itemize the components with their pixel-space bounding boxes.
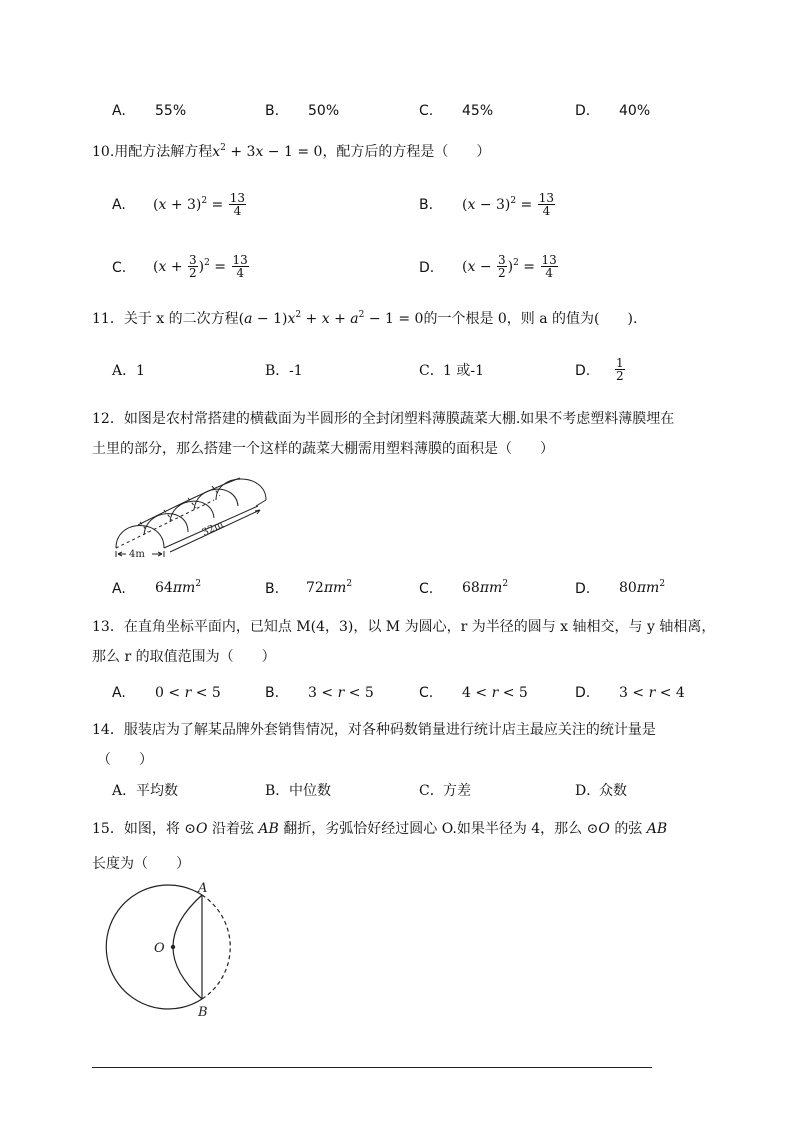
q9-option-b-label: B. [265, 103, 280, 119]
q14-option-a-label: A． [112, 783, 137, 799]
q13-b-hi: 5 [364, 685, 374, 701]
greenhouse-length-label: 32m [200, 519, 226, 539]
q10-option-d-label: D. [419, 260, 435, 276]
q12-a-coef: 64 [155, 580, 173, 596]
q15-p2: 沿着弦 [211, 821, 254, 837]
q13-option-d-label: D. [575, 685, 591, 701]
greenhouse-figure [108, 470, 273, 562]
q14-option-d-value: 众数 [599, 783, 627, 799]
q12-option-a-value: $64\pi m^2$ [155, 579, 202, 596]
q10-stem [92, 145, 490, 159]
q10-b-den: 4 [542, 204, 551, 218]
q13-option-a-label: A. [112, 685, 126, 701]
point-a-label: A [198, 881, 208, 896]
q13-option-d-value: 3 < r < 4 [619, 685, 685, 701]
q14-option-b-value: 中位数 [289, 783, 331, 799]
q15-stem-line1 [92, 822, 667, 836]
q10-stem-after: ，配方后的方程是（ ） [322, 144, 491, 160]
q14-option-a-value: 平均数 [136, 783, 178, 799]
center-point-o [171, 945, 175, 949]
q11-option-c-value: 1 或-1 [443, 363, 484, 379]
q11-d-num: 1 [616, 356, 624, 370]
q15-p3: 翻折，劣弧恰好经过圆心 O.如果半径为 4，那么 [283, 821, 583, 837]
q13-stem-line2: 那么 r 的取值范围为（ ） [92, 649, 276, 665]
q10-option-b-label: B. [419, 197, 434, 213]
q12-stem-line2: 土里的部分，那么搭建一个这样的蔬菜大棚需用塑料薄膜的面积是（ ） [92, 441, 554, 457]
q12-c-coef: 68 [462, 580, 480, 596]
q14-number: 14． [92, 722, 124, 738]
q15-circle-symbol-2: ⊙ [586, 821, 599, 837]
q11-d-den: 2 [616, 369, 624, 383]
q13-line1-text: 在直角坐标平面内，已知点 M(4，3)，以 M 为圆心，r 为半径的圆与 x 轴相交，与 y 轴相离， [123, 619, 716, 635]
q15-stem-line2: 长度为（ ） [92, 856, 190, 872]
q10-d-half-den: 2 [498, 266, 506, 280]
q10-option-c-label: C. [112, 260, 127, 276]
q13-option-b-label: B. [265, 685, 280, 701]
q14-stem-line2: （ ） [97, 752, 153, 768]
q15-ab-2: AB [646, 821, 668, 837]
q11-option-a-label: A． [112, 363, 137, 379]
q10-option-d-formula: (x − $\frac{3}{2}$ )$^2$ = $\frac{13}{4}$ [462, 253, 557, 280]
q15-number: 15． [92, 821, 124, 837]
q11-equation: $(a - 1)x^2 + x + a^2 - 1 = 0$ [238, 310, 424, 327]
q13-b-lo: 3 [308, 685, 317, 701]
q9-option-a-value: 55% [155, 103, 187, 119]
folded-arc [173, 895, 202, 999]
q13-option-a-value: 0 < r < 5 [155, 685, 221, 701]
q10-d-den: 4 [545, 266, 553, 280]
q13-a-lo: 0 [155, 685, 164, 701]
q10-c-num: 13 [232, 253, 248, 267]
q15-circle-symbol-1: ⊙ [184, 821, 197, 837]
q14-option-c-label: C． [419, 783, 444, 799]
q13-number: 13． [92, 619, 124, 635]
q9-option-d-value: 40% [619, 103, 651, 119]
q11-stem [92, 312, 637, 326]
q15-o-1: O [196, 821, 208, 837]
q11-option-d-fraction [614, 357, 626, 383]
q9-option-b-value: 50% [308, 103, 340, 119]
q10-option-c-formula: (x + $\frac{3}{2}$ )$^2$ = $\frac{13}{4}$ [153, 253, 248, 280]
q12-number: 12． [92, 411, 124, 427]
q11-option-b-label: B． [265, 363, 290, 379]
q12-option-a-label: A. [112, 581, 126, 597]
q12-option-d-value: $80\pi m^2$ [619, 579, 666, 596]
q12-option-b-label: B. [265, 581, 280, 597]
q11-option-b-value: -1 [289, 363, 303, 379]
q11-number: 11． [92, 311, 124, 327]
q10-d-half-num: 3 [498, 253, 506, 267]
point-o-label: O [154, 941, 165, 956]
q12-d-coef: 80 [619, 580, 637, 596]
q10-option-a-formula: $(x + 3)^2$ = $\frac{13}{4}$ [153, 191, 246, 218]
q10-a-den: 4 [233, 204, 242, 218]
q13-c-lo: 4 [462, 685, 471, 701]
q14-line1-text: 服装店为了解某品牌外套销售情况，对各种码数销量进行统计店主最应关注的统计量是 [123, 722, 656, 738]
point-b-label: B [198, 1005, 208, 1020]
q11-option-c-label: C． [419, 363, 444, 379]
q12-option-c-value: $68\pi m^2$ [462, 579, 509, 596]
q11-option-d-label: D. [575, 363, 591, 379]
greenhouse-width-label: 4m [129, 549, 145, 560]
q12-b-coef: 72 [306, 580, 324, 596]
q10-d-num: 13 [541, 253, 557, 267]
q9-option-a-label: A. [112, 103, 126, 119]
q11-stem-after: 的一个根是 0，则 a 的值为( ). [423, 311, 638, 327]
q10-option-a-label: A. [112, 197, 126, 213]
q12-option-d-label: D. [575, 581, 591, 597]
q10-stem-before: 用配方法解方程 [114, 144, 213, 160]
q14-option-b-label: B． [265, 783, 290, 799]
q13-option-c-label: C. [419, 685, 434, 701]
q10-c-den: 4 [236, 266, 244, 280]
circle-dashed-arc [202, 895, 230, 999]
q12-stem-line1 [92, 412, 674, 426]
q12-option-b-value: $72\pi m^2$ [306, 579, 353, 596]
q15-ab-1: AB [258, 821, 279, 837]
q10-a-num: 13 [229, 191, 246, 205]
q14-option-c-value: 方差 [443, 783, 471, 799]
q14-stem-line1 [92, 723, 656, 737]
q10-b-num: 13 [538, 191, 555, 205]
q11-stem-before: 关于 x 的二次方程 [123, 311, 239, 327]
q14-option-d-label: D． [575, 783, 601, 799]
footer-divider [92, 1067, 652, 1068]
q12-line1-text: 如图是农村常搭建的横截面为半圆形的全封闭塑料薄膜蔬菜大棚.如果不考虑塑料薄膜埋在 [123, 411, 675, 427]
q13-option-c-value: 4 < r < 5 [462, 685, 528, 701]
q10-equation: $x^2 + 3x - 1 = 0$ [212, 143, 323, 160]
q15-p4: 的弦 [614, 821, 643, 837]
q13-option-b-value: 3 < r < 5 [308, 685, 374, 701]
q13-a-hi: 5 [211, 685, 221, 701]
q13-c-hi: 5 [518, 685, 528, 701]
q13-d-hi: 4 [675, 685, 685, 701]
q13-stem-line1 [92, 620, 715, 634]
q13-d-lo: 3 [619, 685, 628, 701]
q11-option-a-value: 1 [136, 363, 145, 379]
q15-o-2: O [598, 821, 610, 837]
q10-option-b-formula: $(x - 3)^2$ = $\frac{13}{4}$ [462, 191, 555, 218]
q12-option-c-label: C. [419, 581, 434, 597]
q10-c-half-num: 3 [189, 253, 197, 267]
q15-p1: 如图，将 [123, 821, 180, 837]
q9-option-c-label: C. [419, 103, 434, 119]
q9-option-c-value: 45% [462, 103, 494, 119]
folded-circle-figure [100, 878, 250, 1020]
q10-number: 10. [92, 144, 115, 160]
q9-option-d-label: D. [575, 103, 591, 119]
q10-c-half-den: 2 [189, 266, 197, 280]
